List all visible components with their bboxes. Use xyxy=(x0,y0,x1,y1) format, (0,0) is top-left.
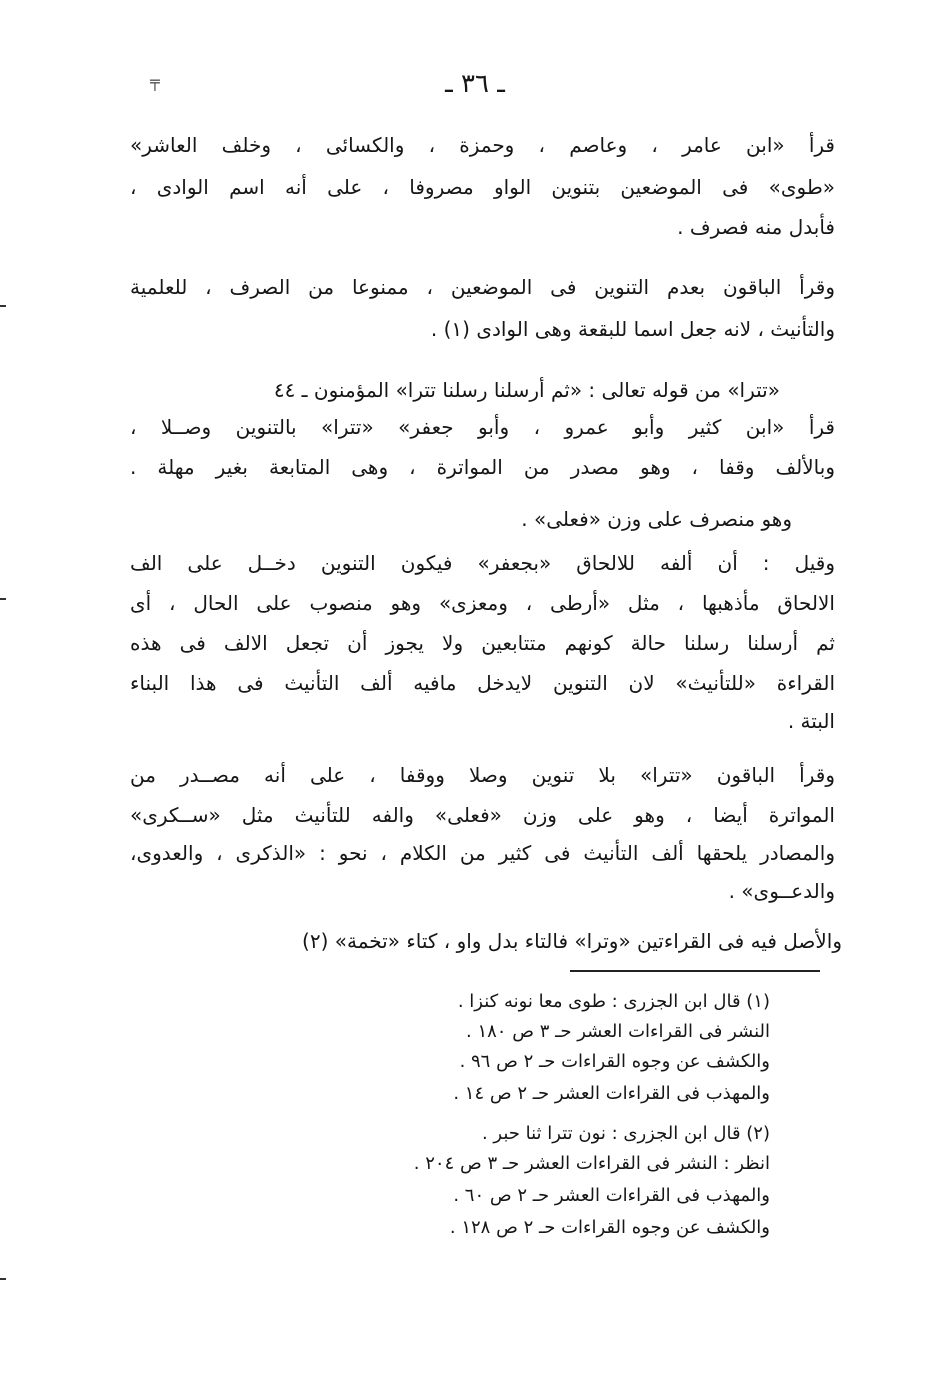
body-line: الالحاق مأذهبها ، مثل «أرطى ، ومعزى» وهو منصوب على الحال ، أى xyxy=(130,591,835,615)
footnote-line: (١) قال ابن الجزرى : طوى معا نونه كنزا . xyxy=(457,991,770,1012)
body-line: وهو منصرف على وزن «فعلى» . xyxy=(521,507,792,531)
footnote-line: (٢) قال ابن الجزرى : نون تترا ثنا حبر . xyxy=(481,1123,770,1144)
scan-edge-mark xyxy=(0,598,6,600)
page-number: ـ ٣٦ ـ xyxy=(445,69,505,99)
body-line: وقيل : أن ألفه للالحاق «بجعفر» فيكون التنوين دخــل على الف xyxy=(130,551,835,575)
footnote-line: النشر فى القراءات العشر حـ ٣ ص ١٨٠ . xyxy=(466,1021,770,1042)
body-line: قرأ «ابن عامر ، وعاصم ، وحمزة ، والكسائى ، وخلف العاشر» xyxy=(130,133,835,157)
body-line: قرأ «ابن كثير وأبو عمرو ، وأبو جعفر» «تترا» بالتنوين وصــلا ، xyxy=(130,415,835,439)
body-line: وقرأ الباقون بعدم التنوين فى الموضعين ، ممنوعا من الصرف ، للعلمية xyxy=(130,275,835,299)
body-line: والدعــوى» . xyxy=(728,879,835,903)
footnote-line: والكشف عن وجوه القراءات حـ ٢ ص ١٢٨ . xyxy=(449,1217,770,1238)
body-line: المواترة أيضا ، وهو على وزن «فعلى» والفه للتأنيث مثل «ســكرى» xyxy=(130,803,835,827)
body-line: «تترا» من قوله تعالى : «ثم أرسلنا رسلنا تترا» المؤمنون ـ ٤٤ xyxy=(273,378,780,402)
body-line: فأبدل منه فصرف . xyxy=(677,215,835,239)
footnote-line: والمهذب فى القراءات العشر حـ ٢ ص ٦٠ . xyxy=(453,1185,770,1206)
footnote-line: انظر : النشر فى القراءات العشر حـ ٣ ص ٢٠٤ . xyxy=(413,1153,770,1174)
footnote-divider xyxy=(570,970,820,972)
scan-edge-mark xyxy=(0,305,6,307)
body-line: وقرأ الباقون «تترا» بلا تنوين وصلا ووقفا ، على أنه مصــدر من xyxy=(130,763,835,787)
body-line: البتة . xyxy=(787,709,835,733)
body-line: وبالألف وقفا ، وهو مصدر من المواترة ، وهى المتابعة بغير مهلة . xyxy=(130,455,835,479)
scan-artifact: ╤ xyxy=(150,72,160,91)
body-line: والتأنيث ، لانه جعل اسما للبقعة وهى الوادى (١) . xyxy=(430,317,835,341)
body-line: والأصل فيه فى القراءتين «وترا» فالتاء بدل واو ، كتاء «تخمة» (٢) xyxy=(302,929,842,953)
footnote-line: والمهذب فى القراءات العشر حـ ٢ ص ١٤ . xyxy=(453,1083,770,1104)
body-line: ثم أرسلنا رسلنا حالة كونهم متتابعين ولا يجوز أن تجعل الالف فى هذه xyxy=(130,631,835,655)
body-line: «طوى» فى الموضعين بتنوين الواو مصروفا ، على أنه اسم الوادى ، xyxy=(130,175,835,199)
scan-edge-mark xyxy=(0,1278,6,1280)
body-line: والمصادر يلحقها ألف التأنيث فى كثير من الكلام ، نحو : «الذكرى ، والعدوى، xyxy=(130,841,835,865)
body-line: القراءة «للتأنيث» لان التنوين لايدخل مافيه ألف التأنيث فى هذا البناء xyxy=(130,671,835,695)
footnote-line: والكشف عن وجوه القراءات حـ ٢ ص ٩٦ . xyxy=(459,1051,770,1072)
